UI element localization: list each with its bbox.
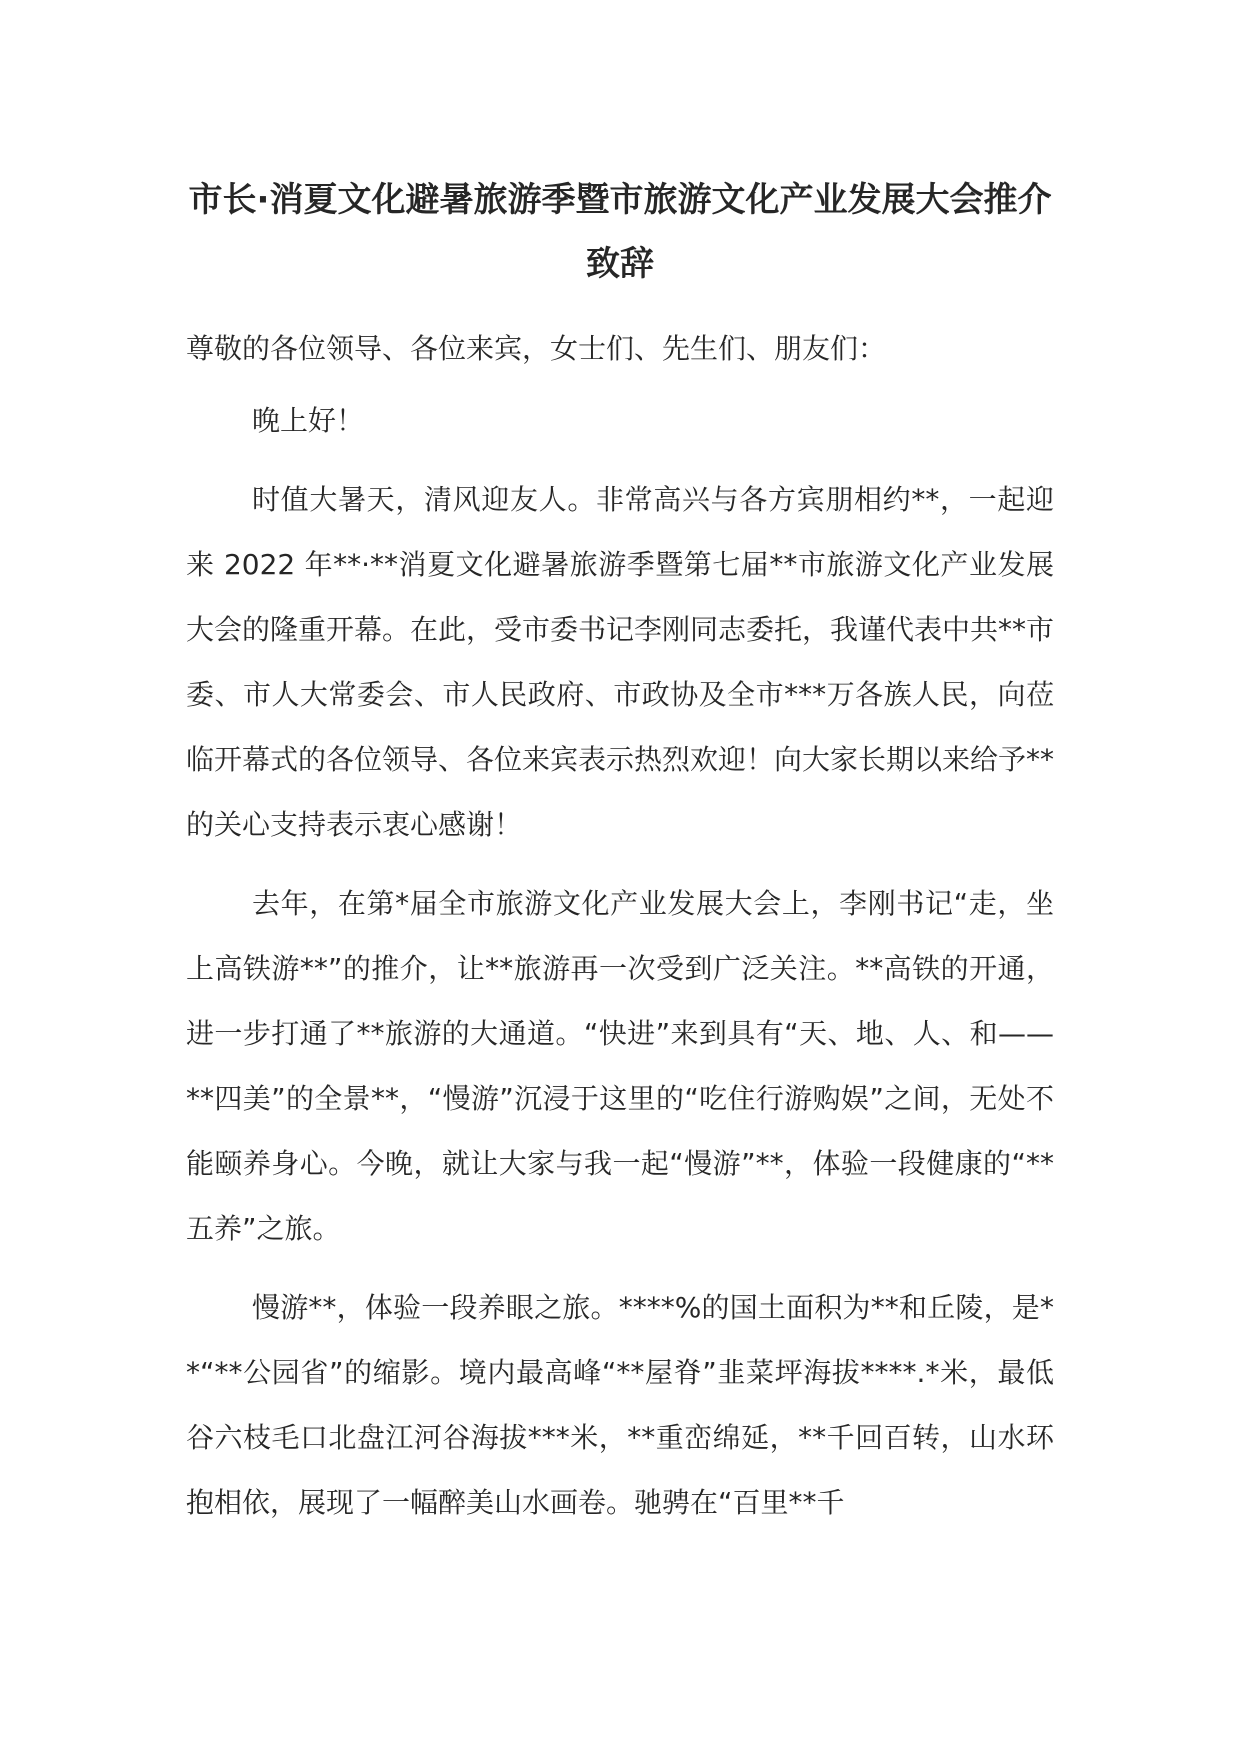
paragraph-review: 去年，在第*届全市旅游文化产业发展大会上，李刚书记“走，坐上高铁游**”的推介，让**旅游再一次受到广泛关注。**高铁的开通，进一步打通了**旅游的大通道。“快进”来到具有“天、地、人、和——**四美”的全景**，“慢游”沉浸于这里的“吃住行游购娱”之间，无处不能颐养身心。今晚，就让大家与我一起“慢游”**，体验一段健康的“**五养”之旅。 <box>186 887 1054 1245</box>
paragraph-greeting: 晚上好！ <box>252 404 365 437</box>
salutation: 尊敬的各位领导、各位来宾，女士们、先生们、朋友们： <box>186 332 887 365</box>
paragraph-scenery: 慢游**，体验一段养眼之旅。****%的国土面积为**和丘陵，是**“**公园省”的缩影。境内最高峰“**屋脊”韭菜坪海拔****.*米，最低谷六枝毛口北盘江河谷海拔***米，**重峦绵延，**千回百转，山水环抱相依，展现了一幅醉美山水画卷。驰骋在“百里**千 <box>186 1291 1054 1519</box>
paragraph-opening: 时值大暑天，清风迎友人。非常高兴与各方宾朋相约**，一起迎来 2022 年**·**消夏文化避暑旅游季暨第七届**市旅游文化产业发展大会的隆重开幕。在此，受市委书记李刚同志委托，我谨代表中共**市委、市人大常委会、市人民政府、市政协及全市***万各族人民，向莅临开幕式的各位领导、各位来宾表示热烈欢迎！向大家长期以来给予**的关心支持表示衷心感谢！ <box>186 483 1055 841</box>
document-title: 市长·消夏文化避暑旅游季暨市旅游文化产业发展大会推介致辞 <box>188 180 1052 284</box>
